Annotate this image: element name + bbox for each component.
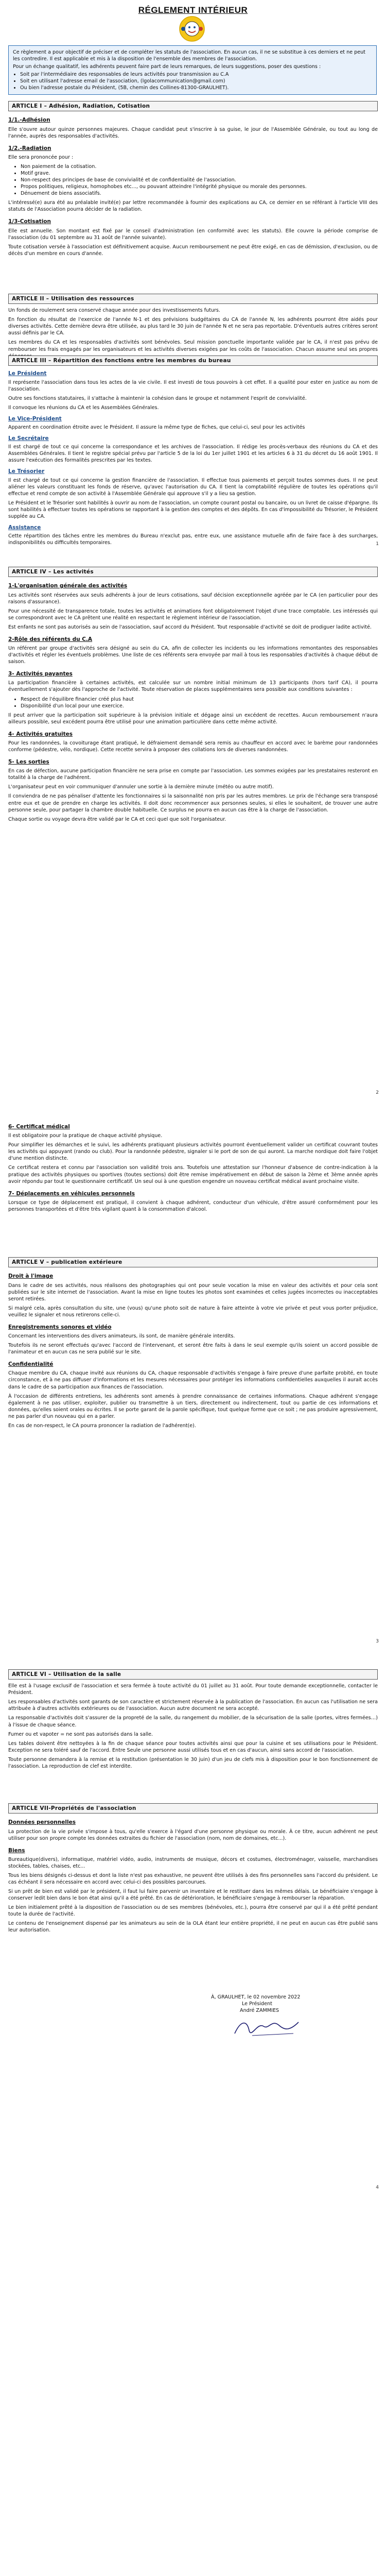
paragraph: Pour les randonnées, la covoiturage étant pratiqué, le défraiement demandé sera remis au chauffeur en accord avec le barème pour randonnées conforme (pédestre, vélo, nordique). Cette recette servira à proposer des collations lors de diverses randonnées. — [8, 740, 378, 753]
paragraph: La participation financière à certaines activités, est calculée sur un nombre initial minimum de 13 participants (hors tarif CA), il pourra éventuellement s'ajouter dès l'approche de l'activité. Toute réservation de places supplémentaires sera possible aux conditions suivantes : — [8, 680, 378, 693]
article-2 — [8, 294, 378, 362]
paragraph: Le Président et le Trésorier sont habilités à ouvrir au nom de l'association, un compte courant postal ou bancaire, ou un livret de caisse d'épargne. Ils sont habilités à effectuer toutes les opérations se rapportant à la gestion des comptes et des dépôts. En cas d'impossibilité du Trésorier, le Président supplée au CA. — [8, 500, 378, 519]
section-heading: Données personnelles — [8, 1819, 76, 1826]
paragraph: Lorsque ce type de déplacement est pratiqué, il convient à chaque adhérent, conducteur d'un véhicule, d'être assuré conformément pour les personnes transportées et d'être très vigilant quant à la consommation d'alcool. — [8, 1199, 378, 1212]
section-heading: Droit à l'image — [8, 1273, 54, 1280]
paragraph: Est enfants ne sont pas autorisés au sein de l'association, sauf accord du Président. Tout responsable d'activité se doit de prodiguer ladite activité. — [8, 624, 372, 630]
section-heading: 1/3-Cotisation — [8, 218, 51, 225]
signature-role: Le Président — [242, 2001, 272, 2007]
article-3 — [8, 355, 378, 549]
signature-place-date: À, GRAULHET, le 02 novembre 2022 — [211, 1994, 301, 2000]
paragraph: Elle est à l'usage exclusif de l'association et sera fermée à toute activité du 01 juillet au 31 août. Pour toute demande exceptionnelle, contacter le Président. — [8, 1683, 378, 1696]
section-heading: 4- Activités gratuites — [8, 731, 73, 737]
paragraph: Il représente l'association dans tous les actes de la vie civile. Il est investi de tous pouvoirs à cet effet. Il a qualité pour ester en justice au nom de l'association. — [8, 379, 378, 392]
signature-name: André ZAMMIES — [240, 2008, 279, 2014]
paragraph: Le bien initialement prêté à la disposition de l'association ou de ses membres (bénévoles, etc.), pourra être conservé par qui il a été prêté pendant toute la durée de l'activité. — [8, 1905, 378, 1918]
section-heading: 7- Déplacements en véhicules personnels — [8, 1190, 135, 1197]
page-number: 4 — [376, 2185, 379, 2190]
paragraph: Outre ses fonctions statutaires, il s'attache à maintenir la cohésion dans le groupe et notamment l'esprit de convivialité. — [8, 395, 307, 401]
paragraph: Dans le cadre de ses activités, nous réalisons des photographies qui ont pour seule vocation la mise en valeur des activités et pour cela sont publiées sur le site internet de l'association. Avant la mise en ligne toutes les photos sont examinées et celles jugées incorrectes ou inacceptables seront retirées. — [8, 1282, 378, 1302]
paragraph: Bureautique(divers), informatique, matériel vidéo, audio, instruments de musique, décors et costumes, électroménager, vaisselle, marchandises stockées, tables, chaises, etc... — [8, 1856, 378, 1869]
list-item: • Non-respect des principes de base de convivialité et de confidentialité de l'association. — [21, 177, 378, 183]
handwritten-signature-icon — [232, 2016, 304, 2040]
article-heading: ARTICLE V – publication extérieure — [8, 1257, 378, 1267]
paragraph: La protection de la vie privée s'impose à tous, qu'elle s'exerce à l'égard d'une personne physique ou morale. À ce titre, aucun adhérent ne peut utiliser pour son propre compte les données extraites du fichier de l'association (nom, nom de domaines, etc...). — [8, 1828, 378, 1841]
paragraph: Si malgré cela, après consultation du site, une (vous) qu'une photo soit de nature à faire atteinte à votre vie privée et peut vous porter préjudice, veuillez le signaler et nous retirerons celle-ci. — [8, 1305, 378, 1318]
paragraph: À l'occasion de différents entretiens, les adhérents sont amenés à prendre connaissance de certaines informations. Chaque adhérent s'engage également à ne pas utiliser, exploiter, publier ou transmettre à un tiers, directement ou indirectement, tout ou partie de ces informations et données, qu'elles soient orales ou écrites. Il se porte garant de la parole spécifique, tout quelque forme que ce soit ; ne pas produire agressivement, ne pas parler d'un nouveau qui en a parler. — [8, 1393, 378, 1419]
paragraph: Il est chargé de tout ce qui concerne la gestion financière de l'association. Il effectue tous paiements et perçoit toutes sommes dues. Il ne peut aliéner les valeurs constituant les fonds de réserve, qu'avec l'autorisation du CA. Il tient la comptabilité régulière de toutes les opérations qu'il effectue et rend compte de son activité à l'Assemblée Générale qui approuve s'il y a lieu sa gestion. — [8, 477, 378, 497]
paragraph: Les tables doivent être nettoyées à la fin de chaque séance pour toutes activités ainsi que pour la cuisine et ses utilisations pour le Président. Exception ne sera toléré sauf de l'accord. Entre Seule une personne aussi utilisés tous et en cas d'aucun, ainsi sans accord de l'association. — [8, 1740, 378, 1753]
page-1 — [0, 0, 386, 550]
paragraph: Ce certificat restera et connu par l'association son validité trois ans. Toutefois une attestation sur l'honneur d'absence de contre-indication à la pratique des activités physiques ou sportives (toutes sections) doit être remise impérativement en début de saison la 2ème et 3ème année après avoir répondu par tout le questionnaire certificatif. Un seul oui à une question engendre un nouveau certificat médical avant prochaine visite. — [8, 1165, 378, 1184]
ola-logo-icon — [179, 15, 205, 42]
intro-paragraph-2: Pour un échange qualitatif, les adhérents peuvent faire part de leurs remarques, de leurs suggestions, poser des questions : — [13, 64, 321, 70]
page-number: 1 — [376, 541, 379, 547]
article-7 — [8, 1803, 378, 1936]
paragraph: La responsable d'activités doit s'assurer de la propreté de la salle, du rangement du mobilier, de la sécurisation de la salle (portes, vitres fermées…) à l'issue de chaque séance. — [8, 1715, 378, 1728]
signature-block — [211, 1994, 345, 2042]
paragraph: Chaque sortie ou voyage devra être validé par le CA et ceci quel que soit l'organisateur. — [8, 816, 226, 822]
section-heading: 6- Certificat médical — [8, 1124, 70, 1130]
conditions-list — [8, 696, 378, 709]
intro-paragraph-1: Ce règlement a pour objectif de préciser et de compléter les statuts de l'association. En aucun cas, il ne se substitue à ces derniers et ne peut les contredire. Il est applicable et mis à la disposition de l'ensemble des membres de l'association. — [13, 49, 365, 62]
paragraph: Il conviendra de ne pas pénaliser d'attente les fonctionnaires si la saisonnalité non pris par les autres membres. Le prix de l'échange sera transposé entre eux et que de prendre en charge les activités. Il doit donc recommencer aux personnes seules, si elles le souhaitent, de trouver une autre personne seule, pour partager la chambre double habituelle. Ce surplus ne pourra en aucun cas être à la charge de l'association. — [8, 793, 378, 813]
intro-contact-item: • Soit par l'intermédiaire des responsables de leurs activités pour transmission au C.A — [20, 71, 372, 78]
paragraph: Il convoque les réunions du CA et les Assemblées Générales. — [8, 404, 159, 411]
paragraph: Un référent par groupe d'activités sera désigné au sein du CA, afin de collecter les incidents ou les informations remontantes des responsables d'activités et régler les éventuels problèmes. Une liste de ces référents sera envoyée par mail à tous les responsables d'activités à chaque début de saison. — [8, 646, 378, 665]
article-heading: ARTICLE IV – Les activités — [8, 567, 378, 577]
intro-contact-item: • Ou bien l'adresse postale du Président, (5B, chemin des Collines-81300-GRAULHET). — [20, 84, 372, 91]
role-heading: Assistance — [8, 524, 41, 531]
paragraph: Elle sera prononcée pour : — [8, 154, 74, 160]
paragraph: Il est chargé de tout ce qui concerne la correspondance et les archives de l'association. Il rédige les procès-verbaux des réunions du CA et des Assemblées Générales. Il tient le registre spécial prévu par l'article 5 de la loi du 1er juillet 1901 et les articles 6 à 31 du décret du 16 août 1901. Il assure l'exécution des formalités prescrites par les textes. — [8, 444, 378, 464]
article-1 — [8, 101, 378, 260]
section-heading: 1/1.-Adhésion — [8, 117, 50, 124]
article-heading: ARTICLE I – Adhésion, Radiation, Cotisation — [8, 101, 378, 111]
list-item: • Motif grave. — [21, 170, 378, 177]
section-heading: Confidentialité — [8, 1361, 54, 1368]
paragraph: Pour simplifier les démarches et le suivi, les adhérents pratiquant plusieurs activités pourront éventuellement valider un certificat couvrant toutes les activités qui appuyant (rando ou club). Pour la randonnée pédestre, signaler si le port de son de qui auront. La marche nordique doit faire l'objet d'une mention distincte. — [8, 1142, 378, 1162]
paragraph: Fumer ou et vapoter = ne sont pas autorisés dans la salle. — [8, 1731, 153, 1737]
section-heading: 3- Activités payantes — [8, 671, 73, 677]
paragraph: Cette répartition des tâches entre les membres du Bureau n'exclut pas, entre eux, une assistance mutuelle afin de faire face à des surcharges, indisponibilités ou difficultés temporaires. — [8, 533, 378, 546]
intro-box — [8, 45, 377, 95]
document-title: RÉGLEMENT INTÉRIEUR — [138, 5, 248, 15]
paragraph: L'intéressé(e) aura été au préalable invité(e) par lettre recommandée à fournir des explications au CA, ce dernier en se référant à l'article VIII des statuts de l'Association pourra décider de la radiation. — [8, 200, 378, 213]
role-heading: Le Trésorier — [8, 468, 45, 475]
paragraph: L'organisateur peut en voir communiquer d'annuler une sortie à la dernière minute (météo ou autre motif). — [8, 784, 274, 790]
list-item: • Non paiement de la cotisation. — [21, 163, 378, 170]
paragraph: Toute personne demandera à la remise et la restitution (présentation le 30 juin) d'un jeu de clefs mis à disposition pour le bon fonctionnement de l'association. La reproduction de clef est interdite. — [8, 1756, 378, 1769]
section-heading: Enregistrements sonores et vidéo — [8, 1324, 112, 1330]
paragraph: Il est obligatoire pour la pratique de chaque activité physique. — [8, 1133, 163, 1139]
paragraph: Toute cotisation versée à l'association est définitivement acquise. Aucun remboursement ne peut être exigé, en cas de démission, d'exclusion, ou de décès d'un membre en cours d'année. — [8, 244, 378, 257]
role-heading: Le Président — [8, 370, 47, 377]
list-item: • Propos politiques, religieux, homophobes etc..., ou pouvant atteindre l'intégrité physique ou morale des personnes. — [21, 183, 378, 190]
list-item: • Disponibilité d'un local pour une exercice. — [21, 703, 378, 709]
paragraph: Les responsables d'activités sont garants de son caractère et strictement réservée à la publication de l'association. En aucun cas l'utilisation ne sera attribuée à d'autres activités extérieures ou de l'association. Aucun autre document ne sera accepté. — [8, 1699, 378, 1712]
paragraph: Elle s'ouvre autour quinze personnes majeures. Chaque candidat peut s'inscrire à sa guise, le jour de l'Assemblée Générale, ou tout au long de l'année, auprès des responsables d'activités. — [8, 126, 378, 139]
section-heading: 5- Les sorties — [8, 759, 49, 766]
paragraph: Les activités sont réservées aux seuls adhérents à jour de leurs cotisations, sauf décision exceptionnelle agréée par le CA (en particulier pour des raisons d'assurance). — [8, 592, 378, 605]
paragraph: Elle est annuelle. Son montant est fixé par le conseil d'administration (en conformité avec les statuts). Elle couvre la période comprise de l'association (du 01 septembre au 31 août de l'année suivante). — [8, 228, 378, 241]
paragraph: En cas de défection, aucune participation financière ne sera prise en compte par l'association. Les sommes exigées par les prestataires resteront en totalité à la charge de l'adhérent. — [8, 768, 378, 781]
paragraph: Concernant les interventions des divers animateurs, ils sont, de manière générale interdits. — [8, 1333, 235, 1340]
paragraph: En fonction du résultat de l'exercice de l'année N-1 et des prévisions budgétaires du CA de l'année N, les adhérents pourront être aidés pour diverses activités. Cette dernière devra être utilisée, au plus tard le 30 juin de l'année N et ne sera pas reportable. D'éventuels autres critères seront aussi définis par le CA. — [8, 317, 378, 336]
page-number: 3 — [376, 1639, 379, 1644]
article-5 — [8, 1257, 378, 1432]
article-4 — [8, 567, 378, 825]
article-6 — [8, 1669, 378, 1772]
section-heading: 1/2.-Radiation — [8, 145, 51, 151]
article-heading: ARTICLE VI – Utilisation de la salle — [8, 1669, 378, 1680]
paragraph: Les membres du CA et les responsables d'activités sont bénévoles. Seul mission ponctuelle importante validée par le CA, il n'est pas prévu de rembourser les frais engagés par les organisateurs et les activités diverses exigées par les coûts de l'association. Chacun assume seul ses propres — [8, 340, 378, 352]
article-heading: ARTICLE II – Utilisation des ressources — [8, 294, 378, 304]
section-heading: 1-L'organisation générale des activités — [8, 583, 128, 589]
article-heading: ARTICLE III – Répartition des fonctions entre les membres du bureau — [8, 355, 378, 366]
paragraph: Apparent en coordination étroite avec le Président. Il assure la même type de fiches, que celui-ci, seul pour les activités — [8, 424, 305, 430]
paragraph: Toutefois ils ne seront effectués qu'avec l'accord de l'intervenant, et seront être faits à dans le seul exemple qu'ils soient un accord possible de l'animateur et en aucun cas ne sera publié sur le site. — [8, 1343, 378, 1355]
radiation-reasons-list — [8, 163, 378, 197]
paragraph: Chaque membre du CA, chaque invité aux réunions du CA, chaque responsable d'activités s'engage à faire preuve d'une parfaite probité, en toute circonstance, et à ne pas diffuser d'informations et les mesures nécessaires pour protéger les informations confidentielles auxquelles il aurait accès dans le cadre de sa participation aux finances de l'association. — [8, 1370, 378, 1390]
role-heading: Le Secrétaire — [8, 435, 49, 442]
paragraph: Il peut arriver que la participation soit supérieure à la prévision initiale et dégage ainsi un excédent de recettes. Aucun remboursement n'aura ailleurs possible, seul excédent pourra être utilisé pour une animation particulière dans cette même activité. — [8, 712, 378, 725]
intro-contact-list — [13, 71, 372, 91]
paragraph: Tous les biens désignés ci-dessus et dont la liste n'est pas exhaustive, ne peuvent être utilisés à des fins personnelles sans l'accord du président. Le cas échéant il sera nécessaire en accord avec celui-ci des possibles parcourues. — [8, 1872, 378, 1886]
article-4-continued — [8, 1118, 378, 1215]
paragraph: Si un prêt de bien est validé par le président, il faut lui faire parvenir un inventaire et le restituer dans les mêmes délais. Le bénéficiaire s'engage à conserver ledit bien dans le bon état ainsi qu'il a été prêté. En cas de détérioration, le bénéficiaire s'engage à rembourser la réparation. — [8, 1889, 378, 1902]
page-number: 2 — [376, 1090, 379, 1095]
article-heading: ARTICLE VII-Propriétés de l'association — [8, 1803, 378, 1814]
paragraph: Pour une nécessité de transparence totale, toutes les activités et animations font obligatoirement l'objet d'une trace comptable. Les intéressés qui se correspondront avec le CA prêtent une réalité en respectant le règlement intérieur de l'association. — [8, 608, 378, 621]
intro-contact-item: • Soit en utilisant l'adresse email de l'association, (lgolacommunication@gmail.com) — [20, 78, 372, 84]
paragraph: En cas de non-respect, le CA pourra prononcer la radiation de l'adhérent(e). — [8, 1422, 196, 1429]
section-heading: 2-Rôle des référents du C.A — [8, 636, 93, 642]
paragraph: Le contenu de l'enseignement dispensé par les animateurs au sein de la OLA étant leur entière propriété, il ne peut en aucun cas être publié sans leur autorisation. — [8, 1921, 378, 1934]
paragraph: Un fonds de roulement sera conservé chaque année pour des investissements futurs. — [8, 308, 220, 314]
role-heading: Le Vice-Président — [8, 415, 62, 422]
list-item: • Dénuement de biens associatifs. — [21, 190, 378, 197]
list-item: • Respect de l'équilibre financier créé plus haut — [21, 696, 378, 703]
section-heading: Biens — [8, 1847, 25, 1854]
